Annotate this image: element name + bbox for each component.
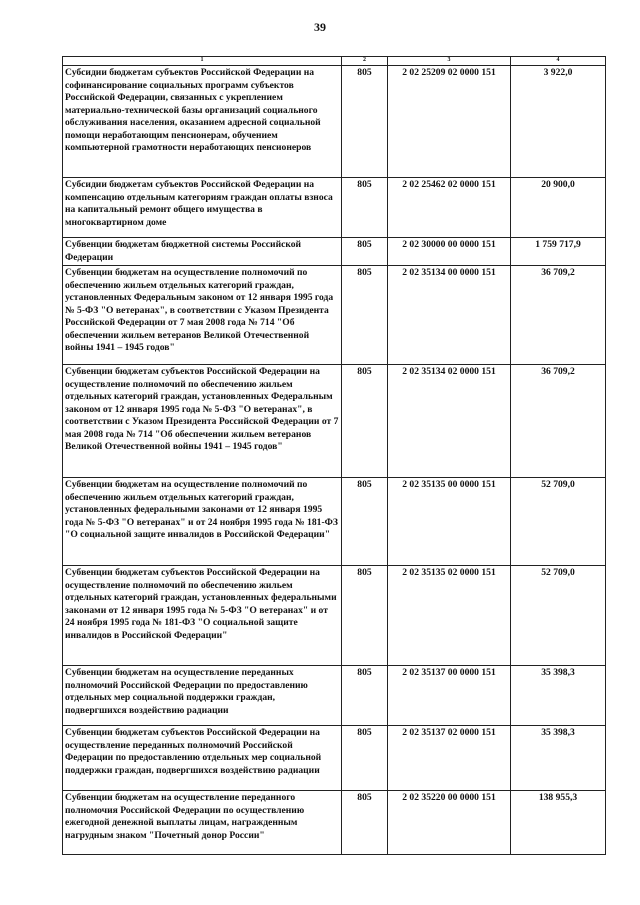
row-description: Субсидии бюджетам субъектов Российской Федерации на софинансирование социальных программ субъектов Российской Федерации, связанных с укреплением материально-технической базы организаций социального обслуживания населения, оказанием адресной социальной помощи неработающим пенсионерам, обучением компьютерной грамотности неработающих пенсионеров bbox=[63, 66, 342, 178]
column-number-row bbox=[63, 57, 606, 66]
row-amount: 138 955,3 bbox=[511, 791, 606, 855]
row-budget-code: 2 02 35137 02 0000 151 bbox=[388, 726, 511, 791]
column-number: 4 bbox=[511, 57, 606, 66]
row-amount: 52 709,0 bbox=[511, 478, 606, 566]
row-admin-code: 805 bbox=[342, 791, 388, 855]
row-description: Субвенции бюджетам субъектов Российской Федерации на осуществление полномочий по обеспечению жильем отдельных категорий граждан, установленных федеральными законами от 12 января 1995 года № 5-ФЗ "О ветеранах" и от 24 ноября 1995 года № 181-ФЗ "О социальной защите инвалидов в Российской Федерации" bbox=[63, 566, 342, 666]
row-description: Субвенции бюджетам на осуществление переданных полномочий Российской Федерации по предоставлению отдельных мер социальной поддержки граждан, подвергшихся воздействию радиации bbox=[63, 666, 342, 726]
row-amount: 36 709,2 bbox=[511, 365, 606, 478]
row-description: Субвенции бюджетам субъектов Российской Федерации на осуществление полномочий по обеспечению жильем отдельных категорий граждан, установленных Федеральным законом от 12 января 1995 года № 5-ФЗ "О ветеранах", в соответствии с Указом Президента Российской Федерации от 7 мая 2008 года № 714 "Об обеспечении жильем ветеранов Великой Отечественной войны 1941 – 1945 годов" bbox=[63, 365, 342, 478]
row-amount: 20 900,0 bbox=[511, 178, 606, 238]
row-admin-code: 805 bbox=[342, 238, 388, 266]
row-budget-code: 2 02 35135 00 0000 151 bbox=[388, 478, 511, 566]
column-number: 1 bbox=[63, 57, 342, 66]
row-budget-code: 2 02 35134 00 0000 151 bbox=[388, 266, 511, 365]
row-amount: 35 398,3 bbox=[511, 726, 606, 791]
column-number: 3 bbox=[388, 57, 511, 66]
row-admin-code: 805 bbox=[342, 365, 388, 478]
table-row bbox=[63, 791, 606, 855]
table-row bbox=[63, 266, 606, 365]
table-row bbox=[63, 238, 606, 266]
row-budget-code: 2 02 35135 02 0000 151 bbox=[388, 566, 511, 666]
row-budget-code: 2 02 30000 00 0000 151 bbox=[388, 238, 511, 266]
row-budget-code: 2 02 35220 00 0000 151 bbox=[388, 791, 511, 855]
table-row bbox=[63, 666, 606, 726]
row-budget-code: 2 02 35137 00 0000 151 bbox=[388, 666, 511, 726]
row-amount: 52 709,0 bbox=[511, 566, 606, 666]
row-admin-code: 805 bbox=[342, 478, 388, 566]
table-row bbox=[63, 478, 606, 566]
row-amount: 35 398,3 bbox=[511, 666, 606, 726]
table-row bbox=[63, 66, 606, 178]
table-row bbox=[63, 365, 606, 478]
row-description: Субвенции бюджетам на осуществление переданного полномочия Российской Федерации по осуществлению ежегодной денежной выплаты лицам, награжденным нагрудным знаком "Почетный донор России" bbox=[63, 791, 342, 855]
row-amount: 36 709,2 bbox=[511, 266, 606, 365]
row-description: Субвенции бюджетам на осуществление полномочий по обеспечению жильем отдельных категорий граждан, установленных Федеральным законом от 12 января 1995 года № 5-ФЗ "О ветеранах", в соответствии с Указом Президента Российской Федерации от 7 мая 2008 года № 714 "Об обеспечении жильем ветеранов Великой Отечественной войны 1941 – 1945 годов" bbox=[63, 266, 342, 365]
table-row bbox=[63, 566, 606, 666]
row-amount: 3 922,0 bbox=[511, 66, 606, 178]
table-row bbox=[63, 178, 606, 238]
row-admin-code: 805 bbox=[342, 66, 388, 178]
row-description: Субвенции бюджетам субъектов Российской Федерации на осуществление переданных полномочий Российской Федерации по предоставлению отдельных мер социальной поддержки граждан, подвергшихся воздействию радиации bbox=[63, 726, 342, 791]
row-admin-code: 805 bbox=[342, 566, 388, 666]
page-number: 39 bbox=[314, 20, 326, 34]
row-admin-code: 805 bbox=[342, 178, 388, 238]
row-admin-code: 805 bbox=[342, 666, 388, 726]
row-budget-code: 2 02 25209 02 0000 151 bbox=[388, 66, 511, 178]
row-description: Субвенции бюджетам на осуществление полномочий по обеспечению жильем отдельных категорий граждан, установленных федеральными законами от 12 января 1995 года № 5-ФЗ "О ветеранах" и от 24 ноября 1995 года № 181-ФЗ "О социальной защите инвалидов в Российской Федерации" bbox=[63, 478, 342, 566]
row-admin-code: 805 bbox=[342, 266, 388, 365]
row-description: Субвенции бюджетам бюджетной системы Российской Федерации bbox=[63, 238, 342, 266]
column-number: 2 bbox=[342, 57, 388, 66]
table-row bbox=[63, 726, 606, 791]
row-amount: 1 759 717,9 bbox=[511, 238, 606, 266]
budget-table bbox=[62, 56, 606, 855]
row-budget-code: 2 02 25462 02 0000 151 bbox=[388, 178, 511, 238]
row-admin-code: 805 bbox=[342, 726, 388, 791]
row-description: Субсидии бюджетам субъектов Российской Федерации на компенсацию отдельным категориям граждан оплаты взноса на капитальный ремонт общего имущества в многоквартирном доме bbox=[63, 178, 342, 238]
row-budget-code: 2 02 35134 02 0000 151 bbox=[388, 365, 511, 478]
